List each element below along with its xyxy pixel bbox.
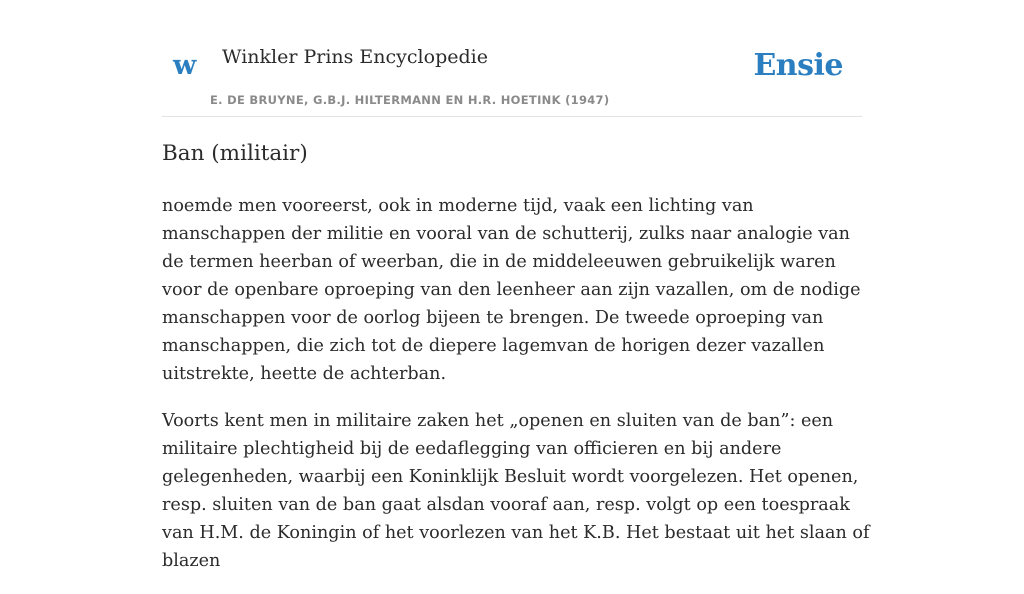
brand-logo[interactable]: Ensie [753,48,843,83]
article-title: Ban (militair) [162,141,308,166]
article-paragraph: noemde men vooreerst, ook in moderne tijd, vaak een lichting van manschappen der militie en vooral van de schutterij, zulks naar analogie van de termen heerban of weerban, die in de middeleeuwen gebruikelijk waren voor de openbare oproeping van den leenheer aan zijn vazallen, om de nodige manschappen voor de oorlog bijeen te brengen. De tweede oproeping van manschappen, die zich tot de diepere lagemvan de horigen dezer vazallen uitstrekte, heette de achterban. [162,196,861,384]
source-title[interactable]: Winkler Prins Encyclopedie [222,46,488,68]
header [162,0,862,117]
article-body [162,192,874,594]
source-logo[interactable]: w [173,50,197,81]
article-paragraph: Voorts kent men in militaire zaken het „openen en sluiten van de ban”: een militaire plechtigheid bij de eedaflegging van officieren en bij andere gelegenheden, waarbij een Koninklijk Besluit wordt voorgelezen. Het openen, resp. sluiten van de ban gaat alsdan vooraf aan, resp. volgt op een toespraak van H.M. de Koningin of het voorlezen van het K.B. Het bestaat uit het slaan of blazen [162,411,870,571]
source-authors: E. DE BRUYNE, G.B.J. HILTERMANN EN H.R. HOETINK (1947) [210,93,610,107]
